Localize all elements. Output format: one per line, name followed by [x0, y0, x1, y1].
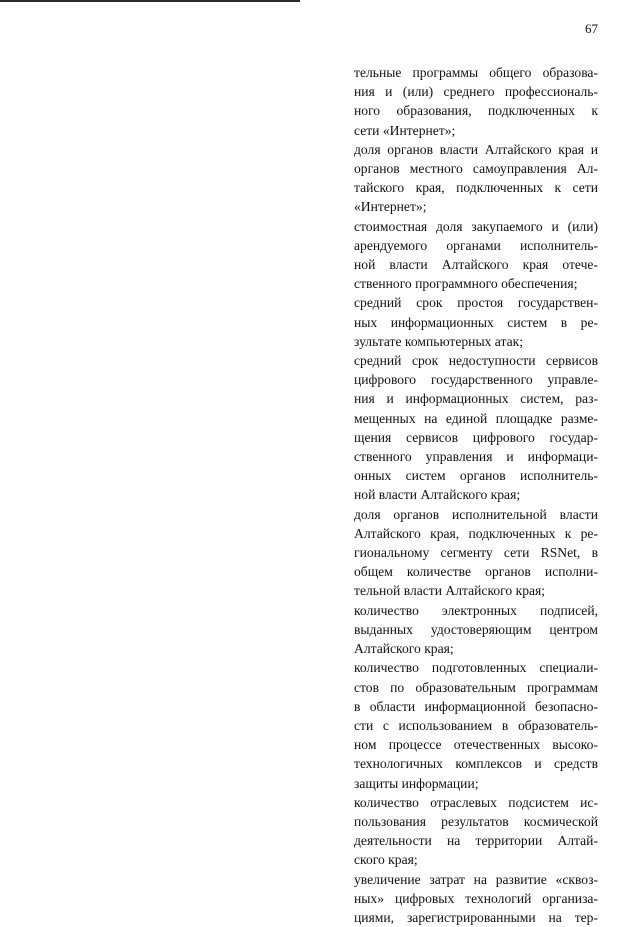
- list-item-paragraph: [354, 140, 598, 217]
- list-item-paragraph: [354, 870, 598, 927]
- text-line: арендуемого органами исполнитель-: [354, 237, 598, 253]
- list-item-paragraph: [354, 351, 598, 505]
- text-line: деятельности на территории Алтай-: [354, 833, 598, 849]
- text-line: ном процессе отечественных высоко-: [354, 737, 598, 753]
- text-line: тельной власти Алтайского края;: [354, 583, 546, 599]
- list-item-paragraph: [354, 601, 598, 659]
- text-line: ной власти Алтайского края;: [354, 487, 521, 503]
- text-line: тайского края, подключенных к сети: [354, 180, 598, 196]
- text-line: циями, зарегистрированными на тер-: [354, 909, 598, 925]
- text-line: «Интернет»;: [354, 199, 427, 215]
- text-line: тельные программы общего образова-: [354, 65, 598, 80]
- text-line: Алтайского края, подключенных к ре-: [354, 525, 598, 541]
- list-item-paragraph: [354, 63, 598, 140]
- text-line: сети «Интернет»;: [354, 122, 456, 138]
- document-text-column: [354, 63, 598, 927]
- text-line: мещенных на единой площадке разме-: [354, 410, 598, 426]
- page-number: 67: [585, 21, 598, 36]
- list-item-paragraph: [354, 505, 598, 601]
- text-line: ных информационных систем в ре-: [354, 314, 598, 330]
- text-line: Алтайского края;: [354, 641, 454, 657]
- text-line: защиты информации;: [354, 775, 479, 791]
- text-line: пользования результатов космической: [354, 813, 598, 829]
- text-line: увеличение затрат на развитие «сквоз-: [354, 871, 598, 887]
- text-line: ных» цифровых технологий организа-: [354, 890, 598, 906]
- text-line: ной власти Алтайского края отече-: [354, 257, 598, 273]
- text-line: стов по образовательным программам: [354, 679, 598, 695]
- text-line: средний срок простоя государствен-: [354, 295, 598, 311]
- text-line: ния и информационных систем, раз-: [354, 391, 598, 407]
- text-line: сти с использованием в образователь-: [354, 717, 598, 733]
- list-item-paragraph: [354, 658, 598, 792]
- text-line: средний срок недоступности сервисов: [354, 353, 598, 369]
- text-line: технологичных комплексов и средств: [354, 756, 598, 772]
- text-line: ния и (или) среднего профессиональ-: [354, 84, 598, 100]
- text-line: зультате компьютерных атак;: [354, 333, 523, 349]
- text-line: ского края;: [354, 852, 418, 868]
- list-item-paragraph: [354, 217, 598, 294]
- text-line: ственного программного обеспечения;: [354, 276, 578, 292]
- list-item-paragraph: [354, 293, 598, 351]
- text-line: цифрового государственного управле-: [354, 372, 598, 388]
- text-line: доля органов исполнительной власти: [354, 506, 598, 522]
- text-line: в области информационной безопасно-: [354, 698, 598, 714]
- text-line: гиональному сегменту сети RSNet, в: [354, 545, 598, 561]
- header-rule: [0, 0, 300, 2]
- text-line: ного образования, подключенных к: [354, 103, 598, 119]
- text-line: органов местного самоуправления Ал-: [354, 161, 598, 177]
- text-line: выданных удостоверяющим центром: [354, 621, 598, 637]
- text-line: стоимостная доля закупаемого и (или): [354, 218, 598, 234]
- text-line: онных систем органов исполнитель-: [354, 468, 598, 484]
- list-item-paragraph: [354, 793, 598, 870]
- text-line: количество электронных подписей,: [354, 602, 598, 618]
- text-line: ственного управления и информаци-: [354, 449, 598, 465]
- text-line: щения сервисов цифрового государ-: [354, 429, 598, 445]
- text-line: общем количестве органов исполни-: [354, 564, 598, 580]
- text-line: количество отраслевых подсистем ис-: [354, 794, 598, 810]
- text-line: доля органов власти Алтайского края и: [354, 141, 598, 157]
- text-line: количество подготовленных специали-: [354, 660, 598, 676]
